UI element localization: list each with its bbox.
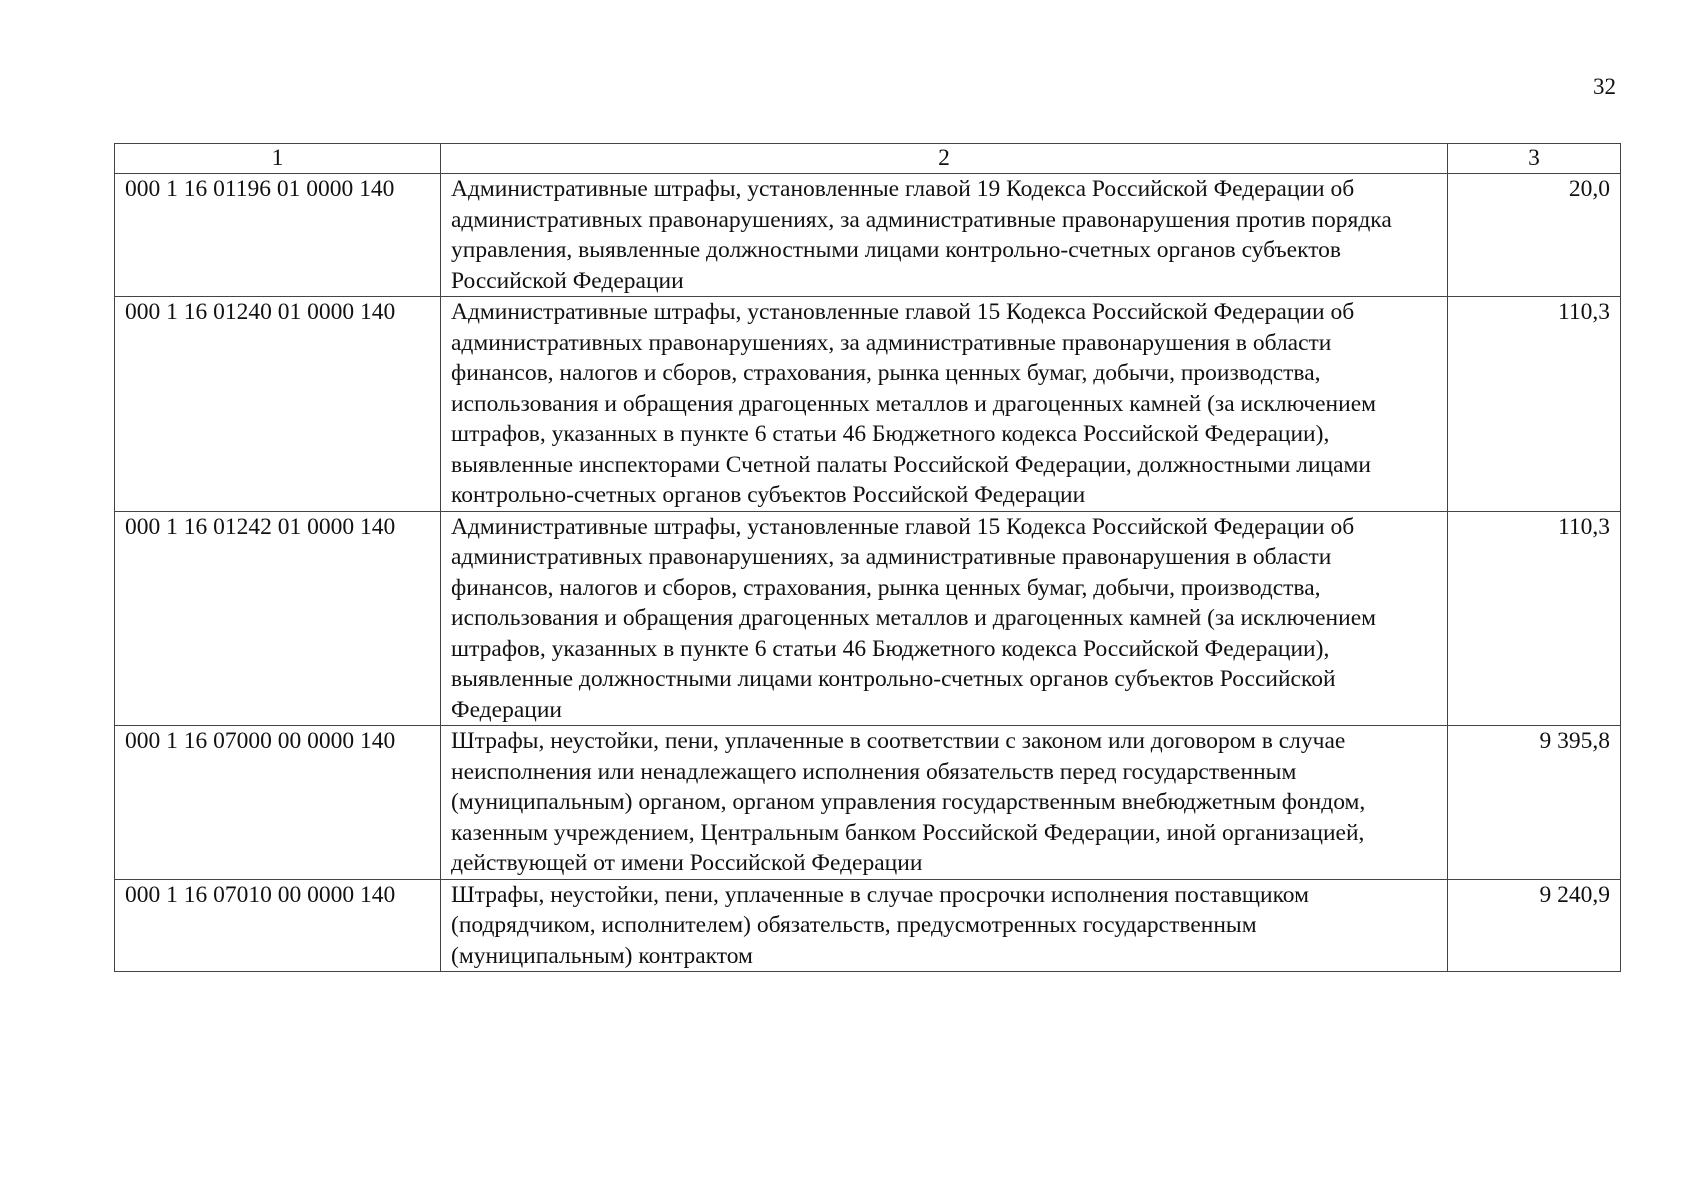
amount: 9 240,9 [1448, 879, 1621, 972]
table-row [115, 297, 1621, 512]
table-row [115, 174, 1621, 297]
revenue-description: Административные штрафы, установленные главой 15 Кодекса Российской Федерации об административных правонарушениях, за административные правонарушения в области финансов, налогов и сборов, страхования, рынка ценных бумаг, добычи, производства, использования и обращения драгоценных металлов и драгоценных камней (за исключением штрафов, указанных в пункте 6 статьи 46 Бюджетного кодекса Российской Федерации), выявленные должностными лицами контрольно-счетных органов субъектов Российской Федерации [441, 511, 1448, 726]
header-col-2: 2 [441, 144, 1448, 174]
table-row [115, 511, 1621, 726]
budget-code: 000 1 16 07010 00 0000 140 [115, 879, 441, 972]
revenue-description: Административные штрафы, установленные главой 15 Кодекса Российской Федерации об административных правонарушениях, за административные правонарушения в области финансов, налогов и сборов, страхования, рынка ценных бумаг, добычи, производства, использования и обращения драгоценных металлов и драгоценных камней (за исключением штрафов, указанных в пункте 6 статьи 46 Бюджетного кодекса Российской Федерации), выявленные инспекторами Счетной палаты Российской Федерации, должностными лицами контрольно-счетных органов субъектов Российской Федерации [441, 297, 1448, 512]
header-col-3: 3 [1448, 144, 1621, 174]
budget-code: 000 1 16 01240 01 0000 140 [115, 297, 441, 512]
page-number: 32 [1593, 74, 1616, 99]
header-col-1: 1 [115, 144, 441, 174]
budget-code: 000 1 16 01242 01 0000 140 [115, 511, 441, 726]
budget-code: 000 1 16 01196 01 0000 140 [115, 174, 441, 297]
budget-code: 000 1 16 07000 00 0000 140 [115, 726, 441, 880]
amount: 110,3 [1448, 297, 1621, 512]
amount: 20,0 [1448, 174, 1621, 297]
table-header-row [115, 144, 1621, 174]
table-row [115, 726, 1621, 880]
revenue-table [114, 143, 1621, 972]
revenue-description: Штрафы, неустойки, пени, уплаченные в случае просрочки исполнения поставщиком (подрядчиком, исполнителем) обязательств, предусмотренных государственным (муниципальным) контрактом [441, 879, 1448, 972]
revenue-description: Административные штрафы, установленные главой 19 Кодекса Российской Федерации об административных правонарушениях, за административные правонарушения против порядка управления, выявленные должностными лицами контрольно-счетных органов субъектов Российской Федерации [441, 174, 1448, 297]
table-row [115, 879, 1621, 972]
amount: 9 395,8 [1448, 726, 1621, 880]
amount: 110,3 [1448, 511, 1621, 726]
revenue-description: Штрафы, неустойки, пени, уплаченные в соответствии с законом или договором в случае неисполнения или ненадлежащего исполнения обязательств перед государственным (муниципальным) органом, органом управления государственным внебюджетным фондом, казенным учреждением, Центральным банком Российской Федерации, иной организацией, действующей от имени Российской Федерации [441, 726, 1448, 880]
